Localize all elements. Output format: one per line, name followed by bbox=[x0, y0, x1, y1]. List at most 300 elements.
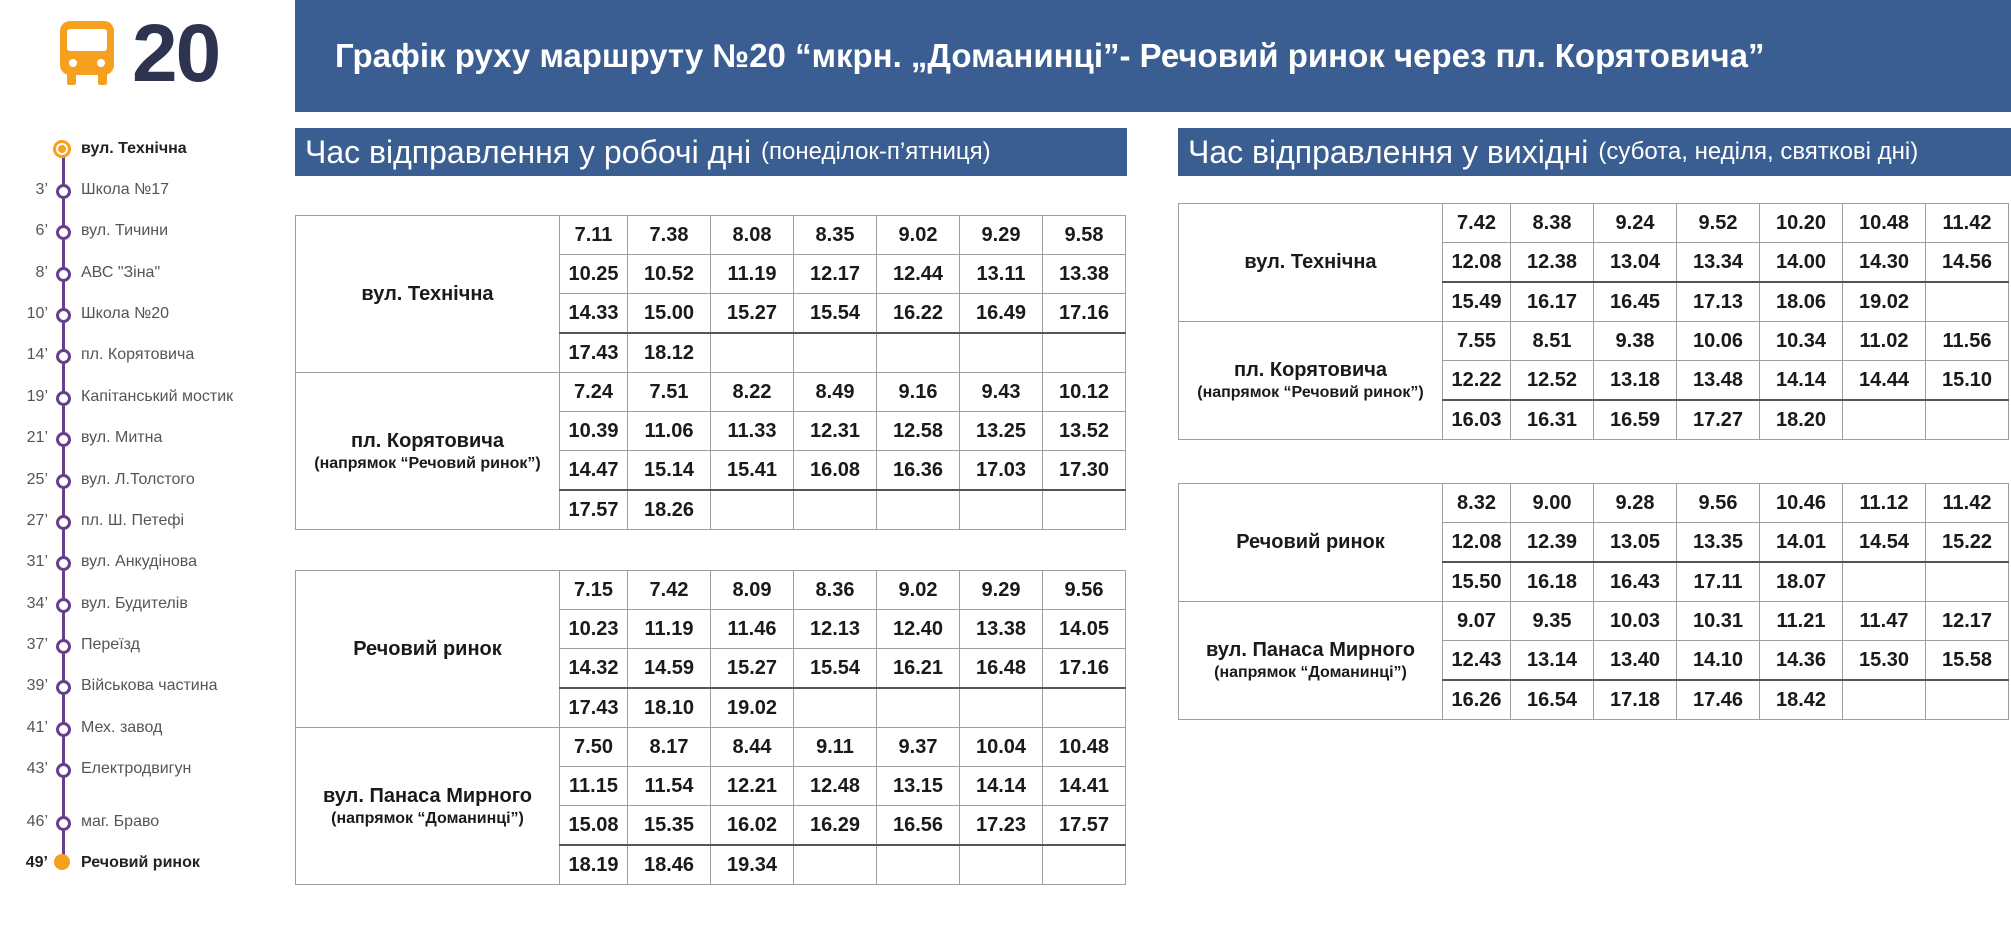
departure-time-cell: 14.05 bbox=[1043, 610, 1126, 649]
departure-time-cell bbox=[1843, 400, 1926, 440]
weekday-header-days: (понеділок-п’ятниця) bbox=[761, 138, 991, 165]
departure-time-cell bbox=[877, 490, 960, 530]
route-number: 20 bbox=[132, 8, 220, 99]
departure-time-cell bbox=[794, 845, 877, 885]
departure-time-cell: 18.07 bbox=[1760, 562, 1843, 602]
stop-name: вул. Л.Толстого bbox=[81, 471, 195, 488]
departure-time-cell bbox=[960, 490, 1043, 530]
stop-travel-time: 3’ bbox=[35, 181, 48, 198]
departure-time-cell: 14.41 bbox=[1043, 767, 1126, 806]
table-row bbox=[296, 373, 1126, 412]
stop-name: пл. Корятовича bbox=[81, 346, 195, 363]
departure-time-cell: 12.40 bbox=[877, 610, 960, 649]
departure-time-cell bbox=[1043, 490, 1126, 530]
departure-time-cell: 14.10 bbox=[1677, 641, 1760, 681]
departure-time-cell: 7.38 bbox=[628, 216, 711, 255]
departure-time-cell bbox=[960, 333, 1043, 373]
departure-time-cell: 16.22 bbox=[877, 294, 960, 334]
departure-time-cell: 10.03 bbox=[1594, 602, 1677, 641]
departure-time-cell: 16.43 bbox=[1594, 562, 1677, 602]
stop-item bbox=[0, 758, 290, 780]
departure-time-cell: 9.52 bbox=[1677, 204, 1760, 243]
departure-time-cell: 12.13 bbox=[794, 610, 877, 649]
departure-time-cell: 10.39 bbox=[560, 412, 628, 451]
departure-time-cell: 14.33 bbox=[560, 294, 628, 334]
stop-item bbox=[0, 510, 290, 532]
departure-time-cell: 18.46 bbox=[628, 845, 711, 885]
departure-time-cell: 12.52 bbox=[1511, 361, 1594, 401]
departure-time-cell: 11.47 bbox=[1843, 602, 1926, 641]
stop-marker-icon bbox=[56, 556, 71, 571]
departure-time-cell: 10.20 bbox=[1760, 204, 1843, 243]
stop-item bbox=[0, 386, 290, 408]
weekday-header bbox=[295, 128, 1127, 176]
departure-time-cell bbox=[877, 845, 960, 885]
weekday-timetable bbox=[295, 570, 1126, 885]
timetable-direction-note: (напрямок “Речовий ринок”) bbox=[314, 454, 541, 472]
departure-time-cell: 17.03 bbox=[960, 451, 1043, 491]
stop-item bbox=[0, 551, 290, 573]
departure-time-cell: 13.38 bbox=[960, 610, 1043, 649]
table-row bbox=[1179, 484, 2009, 523]
departure-time-cell: 14.32 bbox=[560, 649, 628, 689]
departure-time-cell: 10.52 bbox=[628, 255, 711, 294]
departure-time-cell: 12.17 bbox=[1926, 602, 2009, 641]
stop-name: Капітанський мостик bbox=[81, 388, 234, 405]
stop-marker-icon bbox=[56, 598, 71, 613]
departure-time-cell: 8.36 bbox=[794, 571, 877, 610]
departure-time-cell: 15.35 bbox=[628, 806, 711, 846]
departure-time-cell: 7.11 bbox=[560, 216, 628, 255]
departure-time-cell: 18.42 bbox=[1760, 680, 1843, 720]
departure-time-cell: 9.43 bbox=[960, 373, 1043, 412]
stop-item bbox=[0, 179, 290, 201]
stop-name: Школа №20 bbox=[81, 305, 170, 322]
stop-travel-time: 49’ bbox=[25, 854, 48, 871]
stop-travel-time: 14’ bbox=[26, 346, 48, 363]
departure-time-cell: 14.14 bbox=[1760, 361, 1843, 401]
timetable-stop-label: пл. Корятовича bbox=[1233, 359, 1388, 381]
departure-time-cell: 9.02 bbox=[877, 571, 960, 610]
stop-item bbox=[0, 811, 290, 833]
departure-time-cell: 8.32 bbox=[1443, 484, 1511, 523]
departure-time-cell: 9.00 bbox=[1511, 484, 1594, 523]
stop-name: вул. Технічна bbox=[81, 140, 187, 157]
stop-travel-time: 27’ bbox=[26, 512, 48, 529]
departure-time-cell: 17.57 bbox=[560, 490, 628, 530]
departure-time-cell: 9.02 bbox=[877, 216, 960, 255]
weekday-timetable bbox=[295, 215, 1126, 530]
departure-time-cell: 13.04 bbox=[1594, 243, 1677, 283]
departure-time-cell: 17.27 bbox=[1677, 400, 1760, 440]
departure-time-cell bbox=[1043, 688, 1126, 728]
departure-time-cell: 8.44 bbox=[711, 728, 794, 767]
stop-marker-icon bbox=[54, 854, 70, 870]
departure-time-cell: 11.21 bbox=[1760, 602, 1843, 641]
departure-time-cell: 18.06 bbox=[1760, 282, 1843, 322]
departure-time-cell: 15.54 bbox=[794, 294, 877, 334]
departure-time-cell: 11.19 bbox=[711, 255, 794, 294]
departure-time-cell: 11.06 bbox=[628, 412, 711, 451]
stop-item bbox=[0, 138, 290, 160]
timetable-direction-note: (напрямок “Речовий ринок”) bbox=[1197, 384, 1424, 401]
departure-time-cell bbox=[877, 688, 960, 728]
departure-time-cell: 17.16 bbox=[1043, 294, 1126, 334]
departure-time-cell: 14.00 bbox=[1760, 243, 1843, 283]
stop-travel-time: 37’ bbox=[26, 636, 48, 653]
departure-time-cell: 18.12 bbox=[628, 333, 711, 373]
departure-time-cell: 9.58 bbox=[1043, 216, 1126, 255]
departure-time-cell: 15.08 bbox=[560, 806, 628, 846]
departure-time-cell bbox=[877, 333, 960, 373]
stop-marker-icon bbox=[56, 515, 71, 530]
departure-time-cell: 19.02 bbox=[711, 688, 794, 728]
stop-name: маг. Браво bbox=[81, 813, 160, 830]
stop-marker-icon bbox=[53, 140, 71, 158]
stop-marker-icon bbox=[56, 225, 71, 240]
departure-time-cell: 15.49 bbox=[1443, 282, 1511, 322]
weekend-header-days: (субота, неділя, святкові дні) bbox=[1598, 138, 1919, 165]
stop-marker-icon bbox=[56, 391, 71, 406]
stop-travel-time: 41’ bbox=[26, 719, 48, 736]
departure-time-cell: 12.08 bbox=[1443, 523, 1511, 563]
departure-time-cell: 9.56 bbox=[1677, 484, 1760, 523]
departure-time-cell: 15.50 bbox=[1443, 562, 1511, 602]
stop-item bbox=[0, 634, 290, 656]
stop-item bbox=[0, 675, 290, 697]
stop-marker-icon bbox=[56, 432, 71, 447]
timetable-stop-name bbox=[296, 728, 560, 885]
departure-time-cell bbox=[711, 490, 794, 530]
departure-time-cell: 8.08 bbox=[711, 216, 794, 255]
departure-time-cell: 8.49 bbox=[794, 373, 877, 412]
departure-time-cell: 11.33 bbox=[711, 412, 794, 451]
departure-time-cell: 14.54 bbox=[1843, 523, 1926, 563]
stop-name: пл. Ш. Петефі bbox=[81, 512, 185, 529]
stop-name: Школа №17 bbox=[81, 181, 170, 198]
departure-time-cell: 14.14 bbox=[960, 767, 1043, 806]
departure-time-cell: 17.11 bbox=[1677, 562, 1760, 602]
stop-name: вул. Митна bbox=[81, 429, 163, 446]
departure-time-cell: 15.54 bbox=[794, 649, 877, 689]
departure-time-cell: 10.34 bbox=[1760, 322, 1843, 361]
timetable-stop-label: вул. Панаса Мирного bbox=[323, 784, 532, 807]
stop-item bbox=[0, 717, 290, 739]
stop-travel-time: 10’ bbox=[26, 305, 48, 322]
departure-time-cell: 12.39 bbox=[1511, 523, 1594, 563]
timetable-stop-label: Речовий ринок bbox=[353, 637, 502, 660]
departure-time-cell bbox=[960, 688, 1043, 728]
departure-time-cell bbox=[1043, 845, 1126, 885]
stop-item bbox=[0, 220, 290, 242]
departure-time-cell: 16.48 bbox=[960, 649, 1043, 689]
stop-item bbox=[0, 303, 290, 325]
departure-time-cell: 9.07 bbox=[1443, 602, 1511, 641]
departure-time-cell: 11.15 bbox=[560, 767, 628, 806]
departure-time-cell: 10.06 bbox=[1677, 322, 1760, 361]
stop-travel-time: 34’ bbox=[26, 595, 48, 612]
departure-time-cell: 12.31 bbox=[794, 412, 877, 451]
departure-time-cell: 14.56 bbox=[1926, 243, 2009, 283]
departure-time-cell bbox=[1843, 562, 1926, 602]
departure-time-cell: 12.48 bbox=[794, 767, 877, 806]
departure-time-cell: 9.28 bbox=[1594, 484, 1677, 523]
departure-time-cell: 12.44 bbox=[877, 255, 960, 294]
departure-time-cell: 16.18 bbox=[1511, 562, 1594, 602]
stop-marker-icon bbox=[56, 763, 71, 778]
departure-time-cell bbox=[1926, 680, 2009, 720]
table-row bbox=[1179, 602, 2009, 641]
departure-time-cell: 19.34 bbox=[711, 845, 794, 885]
stop-travel-time: 31’ bbox=[26, 553, 48, 570]
departure-time-cell: 11.42 bbox=[1926, 204, 2009, 243]
departure-time-cell: 18.20 bbox=[1760, 400, 1843, 440]
departure-time-cell: 19.02 bbox=[1843, 282, 1926, 322]
departure-time-cell: 16.49 bbox=[960, 294, 1043, 334]
weekend-timetable bbox=[1178, 203, 2009, 440]
route-badge bbox=[58, 8, 220, 99]
departure-time-cell: 15.27 bbox=[711, 649, 794, 689]
departure-time-cell: 9.29 bbox=[960, 216, 1043, 255]
stop-travel-time: 6’ bbox=[35, 222, 48, 239]
departure-time-cell: 9.35 bbox=[1511, 602, 1594, 641]
departure-time-cell: 13.14 bbox=[1511, 641, 1594, 681]
timetable-stop-name bbox=[296, 216, 560, 373]
departure-time-cell: 13.25 bbox=[960, 412, 1043, 451]
stop-item bbox=[0, 427, 290, 449]
departure-time-cell: 18.26 bbox=[628, 490, 711, 530]
departure-time-cell: 16.26 bbox=[1443, 680, 1511, 720]
departure-time-cell: 8.22 bbox=[711, 373, 794, 412]
departure-time-cell bbox=[1843, 680, 1926, 720]
departure-time-cell: 7.51 bbox=[628, 373, 711, 412]
table-row bbox=[296, 571, 1126, 610]
stop-name: Військова частина bbox=[81, 677, 218, 694]
departure-time-cell: 16.59 bbox=[1594, 400, 1677, 440]
timetable-direction-note: (напрямок “Доманинці”) bbox=[331, 809, 524, 827]
departure-time-cell: 16.17 bbox=[1511, 282, 1594, 322]
timetable-stop-name bbox=[1179, 602, 1443, 720]
departure-time-cell: 13.38 bbox=[1043, 255, 1126, 294]
departure-time-cell: 16.03 bbox=[1443, 400, 1511, 440]
stop-marker-icon bbox=[56, 184, 71, 199]
departure-time-cell bbox=[960, 845, 1043, 885]
departure-time-cell: 16.36 bbox=[877, 451, 960, 491]
departure-time-cell: 12.17 bbox=[794, 255, 877, 294]
departure-time-cell: 9.56 bbox=[1043, 571, 1126, 610]
stop-item bbox=[0, 344, 290, 366]
departure-time-cell: 14.44 bbox=[1843, 361, 1926, 401]
departure-time-cell: 13.34 bbox=[1677, 243, 1760, 283]
departure-time-cell: 11.42 bbox=[1926, 484, 2009, 523]
stop-name: вул. Будителів bbox=[81, 595, 188, 612]
stop-name: вул. Тичини bbox=[81, 222, 169, 239]
stop-travel-time: 19’ bbox=[26, 388, 48, 405]
departure-time-cell bbox=[1043, 333, 1126, 373]
stop-travel-time: 46’ bbox=[26, 813, 48, 830]
stop-travel-time: 39’ bbox=[26, 677, 48, 694]
timetable-stop-label: вул. Технічна bbox=[1244, 251, 1377, 273]
departure-time-cell: 9.38 bbox=[1594, 322, 1677, 361]
departure-time-cell: 7.24 bbox=[560, 373, 628, 412]
departure-time-cell: 8.35 bbox=[794, 216, 877, 255]
timetable-stop-name bbox=[296, 373, 560, 530]
stop-marker-icon bbox=[56, 680, 71, 695]
stop-marker-icon bbox=[56, 349, 71, 364]
stop-name: АВС "Зіна" bbox=[81, 264, 161, 281]
departure-time-cell: 10.46 bbox=[1760, 484, 1843, 523]
departure-time-cell: 18.10 bbox=[628, 688, 711, 728]
departure-time-cell: 8.17 bbox=[628, 728, 711, 767]
stop-list bbox=[0, 138, 290, 878]
timetable-stop-name bbox=[1179, 484, 1443, 602]
departure-time-cell: 15.27 bbox=[711, 294, 794, 334]
departure-time-cell: 9.16 bbox=[877, 373, 960, 412]
departure-time-cell: 7.42 bbox=[1443, 204, 1511, 243]
stop-travel-time: 21’ bbox=[26, 429, 48, 446]
departure-time-cell: 12.08 bbox=[1443, 243, 1511, 283]
departure-time-cell: 14.59 bbox=[628, 649, 711, 689]
departure-time-cell: 10.23 bbox=[560, 610, 628, 649]
page-title: Графік руху маршруту №20 “мкрн. „Доманинці”- Речовий ринок через пл. Корятовича” bbox=[335, 37, 1765, 74]
departure-time-cell: 17.13 bbox=[1677, 282, 1760, 322]
departure-time-cell: 15.30 bbox=[1843, 641, 1926, 681]
departure-time-cell: 12.22 bbox=[1443, 361, 1511, 401]
departure-time-cell: 12.43 bbox=[1443, 641, 1511, 681]
timetable-stop-name bbox=[1179, 204, 1443, 322]
departure-time-cell: 13.52 bbox=[1043, 412, 1126, 451]
departure-time-cell bbox=[711, 333, 794, 373]
departure-time-cell: 13.15 bbox=[877, 767, 960, 806]
departure-time-cell: 12.38 bbox=[1511, 243, 1594, 283]
departure-time-cell: 10.31 bbox=[1677, 602, 1760, 641]
departure-time-cell: 17.23 bbox=[960, 806, 1043, 846]
weekend-header bbox=[1178, 128, 2011, 176]
title-bar bbox=[295, 0, 2011, 112]
weekend-timetable bbox=[1178, 483, 2009, 720]
timetable-stop-name bbox=[296, 571, 560, 728]
departure-time-cell: 10.48 bbox=[1043, 728, 1126, 767]
stop-marker-icon bbox=[56, 308, 71, 323]
departure-time-cell: 10.48 bbox=[1843, 204, 1926, 243]
departure-time-cell: 13.35 bbox=[1677, 523, 1760, 563]
departure-time-cell: 14.01 bbox=[1760, 523, 1843, 563]
table-row bbox=[1179, 322, 2009, 361]
departure-time-cell: 10.12 bbox=[1043, 373, 1126, 412]
departure-time-cell: 9.24 bbox=[1594, 204, 1677, 243]
departure-time-cell: 9.37 bbox=[877, 728, 960, 767]
departure-time-cell bbox=[1926, 282, 2009, 322]
departure-time-cell: 16.29 bbox=[794, 806, 877, 846]
timetable-stop-label: Речовий ринок bbox=[1236, 531, 1385, 553]
stop-item bbox=[0, 852, 290, 874]
departure-time-cell: 16.21 bbox=[877, 649, 960, 689]
departure-time-cell: 15.58 bbox=[1926, 641, 2009, 681]
departure-time-cell: 7.42 bbox=[628, 571, 711, 610]
departure-time-cell: 17.43 bbox=[560, 333, 628, 373]
departure-time-cell: 9.29 bbox=[960, 571, 1043, 610]
departure-time-cell: 7.50 bbox=[560, 728, 628, 767]
departure-time-cell: 11.19 bbox=[628, 610, 711, 649]
departure-time-cell: 8.51 bbox=[1511, 322, 1594, 361]
weekend-header-title: Час відправлення у вихідні bbox=[1188, 133, 1589, 170]
timetable-stop-label: вул. Технічна bbox=[361, 282, 494, 305]
stop-travel-time: 25’ bbox=[26, 471, 48, 488]
departure-time-cell: 7.15 bbox=[560, 571, 628, 610]
departure-time-cell: 15.41 bbox=[711, 451, 794, 491]
stop-marker-icon bbox=[56, 267, 71, 282]
stop-name: Переїзд bbox=[81, 636, 140, 653]
departure-time-cell: 12.58 bbox=[877, 412, 960, 451]
departure-time-cell: 16.45 bbox=[1594, 282, 1677, 322]
stop-name: Мех. завод bbox=[81, 719, 163, 736]
stop-marker-icon bbox=[56, 639, 71, 654]
stop-marker-icon bbox=[56, 722, 71, 737]
departure-time-cell: 11.12 bbox=[1843, 484, 1926, 523]
departure-time-cell: 15.10 bbox=[1926, 361, 2009, 401]
departure-time-cell: 15.22 bbox=[1926, 523, 2009, 563]
table-row bbox=[1179, 204, 2009, 243]
stop-item bbox=[0, 593, 290, 615]
departure-time-cell: 16.56 bbox=[877, 806, 960, 846]
stop-name: вул. Анкудінова bbox=[81, 553, 198, 570]
departure-time-cell bbox=[1926, 400, 2009, 440]
departure-time-cell: 9.11 bbox=[794, 728, 877, 767]
stop-marker-icon bbox=[56, 816, 71, 831]
stop-travel-time: 43’ bbox=[26, 760, 48, 777]
departure-time-cell: 18.19 bbox=[560, 845, 628, 885]
departure-time-cell: 16.02 bbox=[711, 806, 794, 846]
stop-marker-icon bbox=[56, 474, 71, 489]
stop-item bbox=[0, 469, 290, 491]
weekday-header-title: Час відправлення у робочі дні bbox=[305, 133, 752, 170]
departure-time-cell: 13.18 bbox=[1594, 361, 1677, 401]
departure-time-cell: 8.38 bbox=[1511, 204, 1594, 243]
bus-icon bbox=[58, 21, 116, 87]
departure-time-cell: 14.30 bbox=[1843, 243, 1926, 283]
departure-time-cell: 11.54 bbox=[628, 767, 711, 806]
stop-travel-time: 8’ bbox=[35, 264, 48, 281]
stop-name: Речовий ринок bbox=[81, 854, 200, 871]
timetable-stop-label: пл. Корятовича bbox=[350, 429, 505, 452]
departure-time-cell: 13.48 bbox=[1677, 361, 1760, 401]
departure-time-cell: 11.56 bbox=[1926, 322, 2009, 361]
departure-time-cell: 15.14 bbox=[628, 451, 711, 491]
timetable-direction-note: (напрямок “Доманинці”) bbox=[1214, 664, 1407, 681]
departure-time-cell: 17.18 bbox=[1594, 680, 1677, 720]
departure-time-cell: 11.46 bbox=[711, 610, 794, 649]
stop-name: Електродвигун bbox=[81, 760, 192, 777]
departure-time-cell: 13.05 bbox=[1594, 523, 1677, 563]
departure-time-cell: 16.08 bbox=[794, 451, 877, 491]
departure-time-cell: 17.16 bbox=[1043, 649, 1126, 689]
departure-time-cell: 16.54 bbox=[1511, 680, 1594, 720]
departure-time-cell: 11.02 bbox=[1843, 322, 1926, 361]
departure-time-cell: 17.43 bbox=[560, 688, 628, 728]
stop-item bbox=[0, 262, 290, 284]
timetable-stop-label: вул. Панаса Мирного bbox=[1206, 639, 1415, 661]
table-row bbox=[296, 728, 1126, 767]
departure-time-cell: 15.00 bbox=[628, 294, 711, 334]
departure-time-cell: 10.25 bbox=[560, 255, 628, 294]
departure-time-cell bbox=[794, 490, 877, 530]
departure-time-cell: 17.30 bbox=[1043, 451, 1126, 491]
table-row bbox=[296, 216, 1126, 255]
departure-time-cell: 13.11 bbox=[960, 255, 1043, 294]
departure-time-cell: 7.55 bbox=[1443, 322, 1511, 361]
departure-time-cell: 8.09 bbox=[711, 571, 794, 610]
departure-time-cell: 14.47 bbox=[560, 451, 628, 491]
